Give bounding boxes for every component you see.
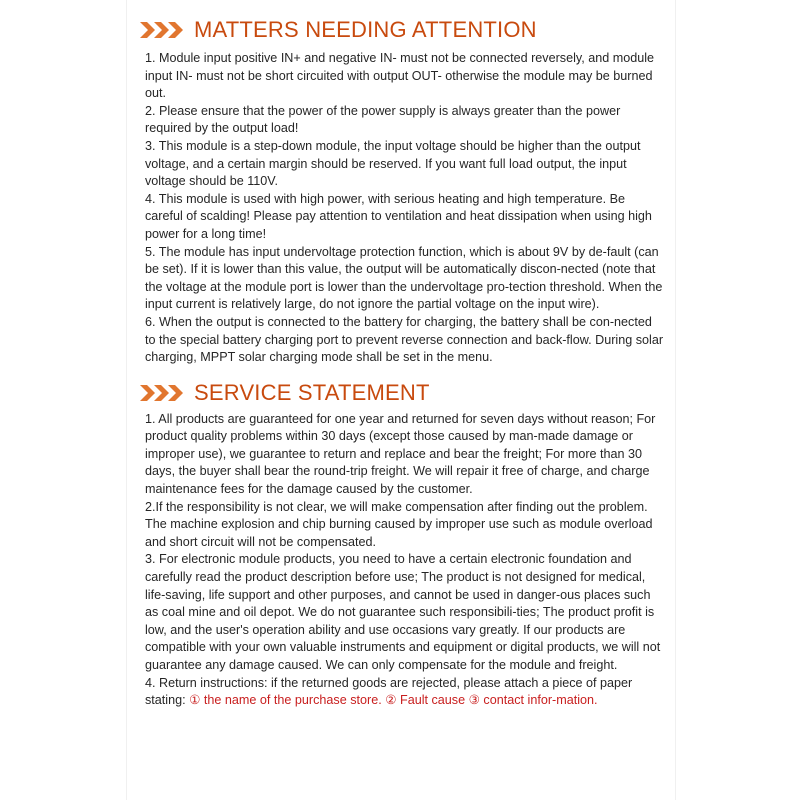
matters-item-6: 6. When the output is connected to the battery for charging, the battery shall be con-nected to the special battery charging port to prevent reverse connection and back-flow. During solar charging, MPPT solar charging mode shall be set in the menu. xyxy=(145,314,664,365)
purchase-store-note: ① the name of the purchase store. xyxy=(189,693,382,708)
service-body xyxy=(145,411,665,710)
service-item-4-text: 4. Return instructions: if the returned goods are rejected, please attach a piece of paper stating: xyxy=(145,675,633,708)
service-item-3: 3. For electronic module products, you need to have a certain electronic foundation and carefully read the product description before use; The product is not designed for medical, life-saving, life support and other purposes, and cannot be used in danger-ous places such as coal mine and oil depot. We do not guarantee such responsibili-ties; The product profit is low, and the user's operation ability and use occasions vary greatly. If our products are compatible with your own valuable instruments and equipment or digital products, we will not guarantee any damage caused. We can only compensate for the module and freight. xyxy=(145,552,661,672)
contact-info-note: ③ contact infor-mation. xyxy=(468,693,598,708)
service-item-4 xyxy=(145,675,665,710)
matters-item-1: 1. Module input positive IN+ and negative IN- must not be connected reversely, and module input IN- must not be short circuited with output OUT- otherwise the module may be burned out. xyxy=(145,51,655,101)
matters-item-4: 4. This module is used with high power, with serious heating and high temperature. Be careful of scalding! Please pay attention to ventilation and heat dissipation when using high power for a long time! xyxy=(145,191,652,241)
document-page xyxy=(126,0,676,800)
triple-chevron-right-icon xyxy=(140,22,184,38)
service-header xyxy=(127,375,675,411)
service-item-1: 1. All products are guaranteed for one year and returned for seven days without reason; For product quality problems within 30 days (except those caused by man-made damage or improper use), we guarantee to return and replace and bear the freight; For more than 30 days, the buyer shall bear the round-trip freight. We will repair it free of charge, and charge maintenance fees for the damage caused by the customer. xyxy=(145,411,656,497)
fault-cause-note: ② Fault cause xyxy=(385,693,466,708)
matters-item-2: 2. Please ensure that the power of the power supply is always greater than the power required by the output load! xyxy=(145,103,621,136)
matters-item-5: 5. The module has input undervoltage protection function, which is about 9V by de-fault (can be set). If it is lower than this value, the output will be automatically discon-nected (note that the voltage at the module port is lower than the undervoltage pro-tection threshold. When the input current is relatively large, do not ignore the partial voltage on the input wire). xyxy=(145,244,663,312)
triple-chevron-right-icon xyxy=(140,385,184,401)
matters-body xyxy=(145,50,665,367)
matters-header xyxy=(127,12,675,48)
matters-item-3: 3. This module is a step-down module, the input voltage should be higher than the output voltage, and a certain margin should be reserved. If you want full load output, the input voltage should be 110V. xyxy=(145,138,641,189)
matters-title: MATTERS NEEDING ATTENTION xyxy=(194,17,537,42)
service-item-2: 2.If the responsibility is not clear, we will make compensation after finding out the problem. The machine explosion and chip burning caused by improper use such as module overload and short circuit will not be compensated. xyxy=(145,499,653,549)
service-title: SERVICE STATEMENT xyxy=(194,379,430,405)
